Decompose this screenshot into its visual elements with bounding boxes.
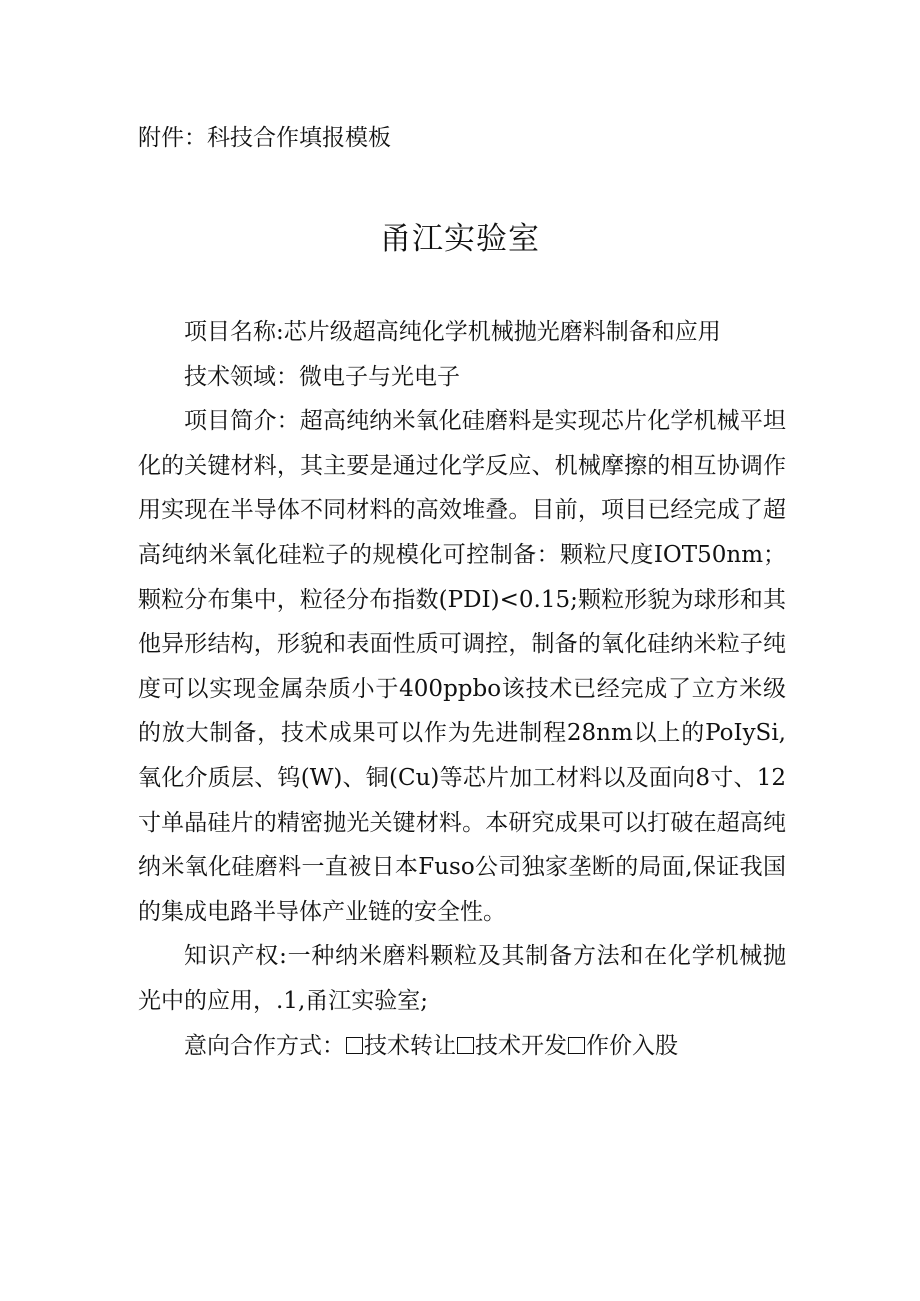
- document-body: [138, 310, 786, 1068]
- checkbox-equity-investment[interactable]: [568, 1037, 585, 1054]
- checkbox-tech-development[interactable]: [457, 1037, 474, 1054]
- document-title: 甬江实验室: [380, 221, 540, 257]
- cooperation-label: 意向合作方式：: [184, 1032, 345, 1059]
- tech-field: 技术领域：微电子与光电子: [184, 363, 460, 390]
- option-tech-transfer: 技术转让: [364, 1032, 456, 1059]
- attachment-label: 附件：科技合作填报模板: [138, 125, 391, 151]
- project-intro: 项目简介：超高纯纳米氧化硅磨料是实现芯片化学机械平坦化的关键材料，其主要是通过化学反应、机械摩擦的相互协调作用实现在半导体不同材料的高效堆叠。目前，项目已经完成了超高纯纳米氧化硅粒子的规模化可控制备：颗粒尺度IOT50nm；颗粒分布集中，粒径分布指数(PDI)<0.15;颗粒形貌为球形和其他异形结构，形貌和表面性质可调控，制备的氧化硅纳米粒子纯度可以实现金属杂质小于400ppbo该技术已经完成了立方米级的放大制备，技术成果可以作为先进制程28nm以上的PoIySi,氧化介质层、钨(W)、铜(Cu)等芯片加工材料以及面向8寸、12寸单晶硅片的精密抛光关键材料。本研究成果可以打破在超高纯纳米氧化硅磨料一直被日本Fuso公司独家垄断的局面,保证我国的集成电路半导体产业链的安全性。: [138, 408, 786, 925]
- option-equity-investment: 作价入股: [586, 1032, 678, 1059]
- cooperation-mode: [138, 1024, 786, 1069]
- project-name: 项目名称:芯片级超高纯化学机械抛光磨料制备和应用: [184, 319, 721, 345]
- checkbox-tech-transfer[interactable]: [346, 1037, 363, 1054]
- intellectual-property: 知识产权:一种纳米磨料颗粒及其制备方法和在化学机械抛光中的应用，.1,甬江实验室;: [138, 943, 786, 1014]
- option-tech-development: 技术开发: [475, 1032, 567, 1059]
